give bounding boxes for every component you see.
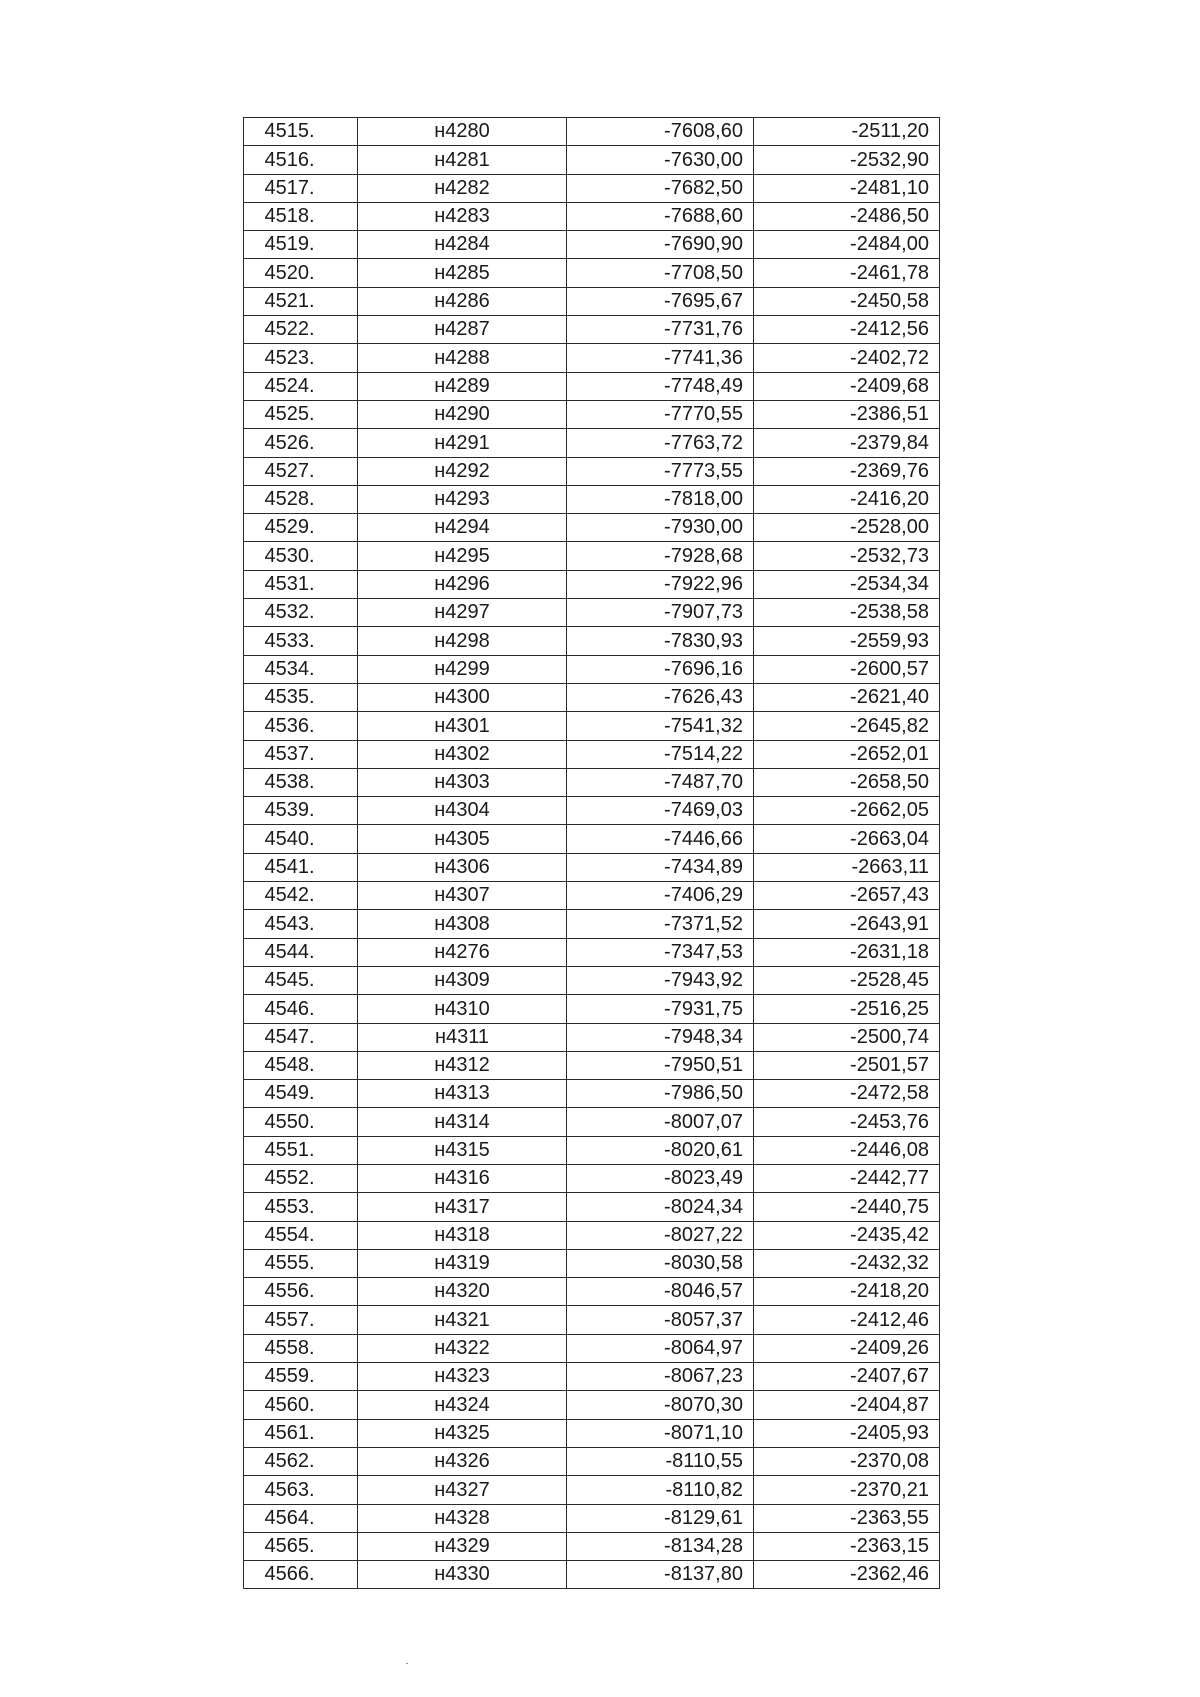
point-code-cell: н4303 — [358, 768, 567, 796]
point-code-cell: н4281 — [358, 146, 567, 174]
y-coordinate-cell: -2435,42 — [754, 1221, 940, 1249]
row-number-cell: 4552. — [244, 1164, 358, 1192]
table-row — [244, 146, 940, 174]
row-number-cell: 4560. — [244, 1391, 358, 1419]
x-coordinate-cell: -8064,97 — [567, 1334, 754, 1362]
row-number-cell: 4519. — [244, 231, 358, 259]
row-number-cell: 4518. — [244, 202, 358, 230]
table-row — [244, 118, 940, 146]
y-coordinate-cell: -2559,93 — [754, 627, 940, 655]
y-coordinate-cell: -2369,76 — [754, 457, 940, 485]
point-code-cell: н4295 — [358, 542, 567, 570]
point-code-cell: н4314 — [358, 1108, 567, 1136]
y-coordinate-cell: -2446,08 — [754, 1136, 940, 1164]
table-row — [244, 825, 940, 853]
table-row — [244, 429, 940, 457]
y-coordinate-cell: -2528,45 — [754, 966, 940, 994]
x-coordinate-cell: -8007,07 — [567, 1108, 754, 1136]
table-row — [244, 514, 940, 542]
point-code-cell: н4292 — [358, 457, 567, 485]
x-coordinate-cell: -7514,22 — [567, 740, 754, 768]
y-coordinate-cell: -2370,21 — [754, 1476, 940, 1504]
row-number-cell: 4535. — [244, 683, 358, 711]
point-code-cell: н4321 — [358, 1306, 567, 1334]
y-coordinate-cell: -2442,77 — [754, 1164, 940, 1192]
table-row — [244, 1391, 940, 1419]
x-coordinate-cell: -8129,61 — [567, 1504, 754, 1532]
row-number-cell: 4561. — [244, 1419, 358, 1447]
row-number-cell: 4558. — [244, 1334, 358, 1362]
y-coordinate-cell: -2453,76 — [754, 1108, 940, 1136]
y-coordinate-cell: -2528,00 — [754, 514, 940, 542]
x-coordinate-cell: -7948,34 — [567, 1023, 754, 1051]
point-code-cell: н4302 — [358, 740, 567, 768]
row-number-cell: 4531. — [244, 570, 358, 598]
y-coordinate-cell: -2440,75 — [754, 1193, 940, 1221]
row-number-cell: 4548. — [244, 1051, 358, 1079]
x-coordinate-cell: -7406,29 — [567, 882, 754, 910]
row-number-cell: 4559. — [244, 1363, 358, 1391]
y-coordinate-cell: -2363,15 — [754, 1532, 940, 1560]
point-code-cell: н4317 — [358, 1193, 567, 1221]
point-code-cell: н4320 — [358, 1278, 567, 1306]
table-row — [244, 995, 940, 1023]
point-code-cell: н4287 — [358, 316, 567, 344]
point-code-cell: н4315 — [358, 1136, 567, 1164]
x-coordinate-cell: -8020,61 — [567, 1136, 754, 1164]
row-number-cell: 4516. — [244, 146, 358, 174]
row-number-cell: 4515. — [244, 118, 358, 146]
x-coordinate-cell: -7708,50 — [567, 259, 754, 287]
row-number-cell: 4550. — [244, 1108, 358, 1136]
y-coordinate-cell: -2412,56 — [754, 316, 940, 344]
point-code-cell: н4308 — [358, 910, 567, 938]
point-code-cell: н4326 — [358, 1447, 567, 1475]
table-row — [244, 287, 940, 315]
x-coordinate-cell: -7731,76 — [567, 316, 754, 344]
x-coordinate-cell: -7608,60 — [567, 118, 754, 146]
y-coordinate-cell: -2663,11 — [754, 853, 940, 881]
x-coordinate-cell: -7696,16 — [567, 655, 754, 683]
point-code-cell: н4285 — [358, 259, 567, 287]
point-code-cell: н4276 — [358, 938, 567, 966]
x-coordinate-cell: -7763,72 — [567, 429, 754, 457]
y-coordinate-cell: -2362,46 — [754, 1561, 940, 1589]
y-coordinate-cell: -2532,90 — [754, 146, 940, 174]
point-code-cell: н4298 — [358, 627, 567, 655]
x-coordinate-cell: -7748,49 — [567, 372, 754, 400]
row-number-cell: 4517. — [244, 174, 358, 202]
table-row — [244, 1363, 940, 1391]
x-coordinate-cell: -8137,80 — [567, 1561, 754, 1589]
table-row — [244, 1278, 940, 1306]
table-row — [244, 712, 940, 740]
y-coordinate-cell: -2484,00 — [754, 231, 940, 259]
x-coordinate-cell: -7830,93 — [567, 627, 754, 655]
table-row — [244, 1193, 940, 1221]
row-number-cell: 4562. — [244, 1447, 358, 1475]
row-number-cell: 4530. — [244, 542, 358, 570]
y-coordinate-cell: -2658,50 — [754, 768, 940, 796]
x-coordinate-cell: -7741,36 — [567, 344, 754, 372]
table-row — [244, 457, 940, 485]
point-code-cell: н4288 — [358, 344, 567, 372]
x-coordinate-cell: -8046,57 — [567, 1278, 754, 1306]
table-row — [244, 174, 940, 202]
point-code-cell: н4296 — [358, 570, 567, 598]
row-number-cell: 4542. — [244, 882, 358, 910]
row-number-cell: 4536. — [244, 712, 358, 740]
point-code-cell: н4306 — [358, 853, 567, 881]
point-code-cell: н4301 — [358, 712, 567, 740]
table-row — [244, 316, 940, 344]
table-row — [244, 1476, 940, 1504]
point-code-cell: н4305 — [358, 825, 567, 853]
y-coordinate-cell: -2501,57 — [754, 1051, 940, 1079]
y-coordinate-cell: -2407,67 — [754, 1363, 940, 1391]
row-number-cell: 4551. — [244, 1136, 358, 1164]
y-coordinate-cell: -2405,93 — [754, 1419, 940, 1447]
row-number-cell: 4549. — [244, 1080, 358, 1108]
row-number-cell: 4541. — [244, 853, 358, 881]
table-row — [244, 882, 940, 910]
coordinates-table-body — [244, 118, 940, 1589]
y-coordinate-cell: -2386,51 — [754, 400, 940, 428]
point-code-cell: н4330 — [358, 1561, 567, 1589]
x-coordinate-cell: -7770,55 — [567, 400, 754, 428]
point-code-cell: н4304 — [358, 797, 567, 825]
x-coordinate-cell: -7773,55 — [567, 457, 754, 485]
row-number-cell: 4543. — [244, 910, 358, 938]
table-row — [244, 1051, 940, 1079]
point-code-cell: н4289 — [358, 372, 567, 400]
table-row — [244, 599, 940, 627]
row-number-cell: 4553. — [244, 1193, 358, 1221]
point-code-cell: н4291 — [358, 429, 567, 457]
x-coordinate-cell: -8027,22 — [567, 1221, 754, 1249]
row-number-cell: 4565. — [244, 1532, 358, 1560]
point-code-cell: н4327 — [358, 1476, 567, 1504]
y-coordinate-cell: -2516,25 — [754, 995, 940, 1023]
point-code-cell: н4310 — [358, 995, 567, 1023]
y-coordinate-cell: -2511,20 — [754, 118, 940, 146]
point-code-cell: н4293 — [358, 485, 567, 513]
row-number-cell: 4528. — [244, 485, 358, 513]
x-coordinate-cell: -8110,55 — [567, 1447, 754, 1475]
x-coordinate-cell: -8023,49 — [567, 1164, 754, 1192]
table-row — [244, 966, 940, 994]
y-coordinate-cell: -2662,05 — [754, 797, 940, 825]
y-coordinate-cell: -2416,20 — [754, 485, 940, 513]
x-coordinate-cell: -8070,30 — [567, 1391, 754, 1419]
table-row — [244, 683, 940, 711]
row-number-cell: 4539. — [244, 797, 358, 825]
row-number-cell: 4526. — [244, 429, 358, 457]
table-row — [244, 1221, 940, 1249]
row-number-cell: 4532. — [244, 599, 358, 627]
y-coordinate-cell: -2663,04 — [754, 825, 940, 853]
row-number-cell: 4555. — [244, 1249, 358, 1277]
y-coordinate-cell: -2600,57 — [754, 655, 940, 683]
table-row — [244, 853, 940, 881]
table-row — [244, 1561, 940, 1589]
table-row — [244, 655, 940, 683]
x-coordinate-cell: -8067,23 — [567, 1363, 754, 1391]
point-code-cell: н4307 — [358, 882, 567, 910]
point-code-cell: н4311 — [358, 1023, 567, 1051]
row-number-cell: 4538. — [244, 768, 358, 796]
table-row — [244, 938, 940, 966]
y-coordinate-cell: -2481,10 — [754, 174, 940, 202]
x-coordinate-cell: -8134,28 — [567, 1532, 754, 1560]
x-coordinate-cell: -7930,00 — [567, 514, 754, 542]
scan-speck — [406, 1663, 408, 1664]
point-code-cell: н4290 — [358, 400, 567, 428]
row-number-cell: 4524. — [244, 372, 358, 400]
row-number-cell: 4521. — [244, 287, 358, 315]
x-coordinate-cell: -7907,73 — [567, 599, 754, 627]
table-row — [244, 400, 940, 428]
row-number-cell: 4537. — [244, 740, 358, 768]
x-coordinate-cell: -7690,90 — [567, 231, 754, 259]
row-number-cell: 4563. — [244, 1476, 358, 1504]
coordinates-table — [243, 117, 940, 1589]
x-coordinate-cell: -8024,34 — [567, 1193, 754, 1221]
y-coordinate-cell: -2461,78 — [754, 259, 940, 287]
y-coordinate-cell: -2631,18 — [754, 938, 940, 966]
x-coordinate-cell: -7931,75 — [567, 995, 754, 1023]
y-coordinate-cell: -2652,01 — [754, 740, 940, 768]
table-row — [244, 768, 940, 796]
table-row — [244, 797, 940, 825]
x-coordinate-cell: -7928,68 — [567, 542, 754, 570]
table-row — [244, 259, 940, 287]
y-coordinate-cell: -2418,20 — [754, 1278, 940, 1306]
x-coordinate-cell: -7446,66 — [567, 825, 754, 853]
point-code-cell: н4294 — [358, 514, 567, 542]
y-coordinate-cell: -2370,08 — [754, 1447, 940, 1475]
x-coordinate-cell: -8110,82 — [567, 1476, 754, 1504]
point-code-cell: н4300 — [358, 683, 567, 711]
table-row — [244, 1023, 940, 1051]
point-code-cell: н4282 — [358, 174, 567, 202]
point-code-cell: н4324 — [358, 1391, 567, 1419]
point-code-cell: н4313 — [358, 1080, 567, 1108]
point-code-cell: н4323 — [358, 1363, 567, 1391]
row-number-cell: 4525. — [244, 400, 358, 428]
y-coordinate-cell: -2409,26 — [754, 1334, 940, 1362]
x-coordinate-cell: -7434,89 — [567, 853, 754, 881]
y-coordinate-cell: -2402,72 — [754, 344, 940, 372]
table-row — [244, 1306, 940, 1334]
point-code-cell: н4284 — [358, 231, 567, 259]
row-number-cell: 4523. — [244, 344, 358, 372]
x-coordinate-cell: -7469,03 — [567, 797, 754, 825]
y-coordinate-cell: -2450,58 — [754, 287, 940, 315]
x-coordinate-cell: -7630,00 — [567, 146, 754, 174]
y-coordinate-cell: -2404,87 — [754, 1391, 940, 1419]
point-code-cell: н4280 — [358, 118, 567, 146]
y-coordinate-cell: -2643,91 — [754, 910, 940, 938]
y-coordinate-cell: -2645,82 — [754, 712, 940, 740]
row-number-cell: 4546. — [244, 995, 358, 1023]
x-coordinate-cell: -7688,60 — [567, 202, 754, 230]
row-number-cell: 4544. — [244, 938, 358, 966]
row-number-cell: 4547. — [244, 1023, 358, 1051]
row-number-cell: 4529. — [244, 514, 358, 542]
row-number-cell: 4520. — [244, 259, 358, 287]
x-coordinate-cell: -7986,50 — [567, 1080, 754, 1108]
x-coordinate-cell: -8057,37 — [567, 1306, 754, 1334]
x-coordinate-cell: -7943,92 — [567, 966, 754, 994]
y-coordinate-cell: -2657,43 — [754, 882, 940, 910]
x-coordinate-cell: -8071,10 — [567, 1419, 754, 1447]
table-row — [244, 740, 940, 768]
table-row — [244, 1136, 940, 1164]
table-row — [244, 1164, 940, 1192]
y-coordinate-cell: -2538,58 — [754, 599, 940, 627]
x-coordinate-cell: -7818,00 — [567, 485, 754, 513]
y-coordinate-cell: -2472,58 — [754, 1080, 940, 1108]
table-row — [244, 1419, 940, 1447]
point-code-cell: н4286 — [358, 287, 567, 315]
table-row — [244, 202, 940, 230]
table-row — [244, 1334, 940, 1362]
y-coordinate-cell: -2412,46 — [754, 1306, 940, 1334]
table-row — [244, 231, 940, 259]
point-code-cell: н4328 — [358, 1504, 567, 1532]
point-code-cell: н4297 — [358, 599, 567, 627]
row-number-cell: 4554. — [244, 1221, 358, 1249]
row-number-cell: 4557. — [244, 1306, 358, 1334]
table-row — [244, 627, 940, 655]
y-coordinate-cell: -2379,84 — [754, 429, 940, 457]
point-code-cell: н4319 — [358, 1249, 567, 1277]
table-row — [244, 1108, 940, 1136]
row-number-cell: 4527. — [244, 457, 358, 485]
point-code-cell: н4318 — [358, 1221, 567, 1249]
table-row — [244, 1504, 940, 1532]
row-number-cell: 4566. — [244, 1561, 358, 1589]
x-coordinate-cell: -7541,32 — [567, 712, 754, 740]
table-row — [244, 910, 940, 938]
point-code-cell: н4325 — [358, 1419, 567, 1447]
y-coordinate-cell: -2409,68 — [754, 372, 940, 400]
x-coordinate-cell: -7626,43 — [567, 683, 754, 711]
point-code-cell: н4316 — [358, 1164, 567, 1192]
y-coordinate-cell: -2534,34 — [754, 570, 940, 598]
x-coordinate-cell: -8030,58 — [567, 1249, 754, 1277]
y-coordinate-cell: -2500,74 — [754, 1023, 940, 1051]
y-coordinate-cell: -2532,73 — [754, 542, 940, 570]
x-coordinate-cell: -7695,67 — [567, 287, 754, 315]
x-coordinate-cell: -7347,53 — [567, 938, 754, 966]
table-row — [244, 344, 940, 372]
table-row — [244, 1080, 940, 1108]
table-row — [244, 542, 940, 570]
table-row — [244, 1532, 940, 1560]
table-row — [244, 485, 940, 513]
x-coordinate-cell: -7682,50 — [567, 174, 754, 202]
row-number-cell: 4522. — [244, 316, 358, 344]
x-coordinate-cell: -7371,52 — [567, 910, 754, 938]
x-coordinate-cell: -7950,51 — [567, 1051, 754, 1079]
point-code-cell: н4312 — [358, 1051, 567, 1079]
y-coordinate-cell: -2621,40 — [754, 683, 940, 711]
row-number-cell: 4534. — [244, 655, 358, 683]
table-row — [244, 1447, 940, 1475]
table-row — [244, 1249, 940, 1277]
point-code-cell: н4299 — [358, 655, 567, 683]
y-coordinate-cell: -2486,50 — [754, 202, 940, 230]
row-number-cell: 4533. — [244, 627, 358, 655]
point-code-cell: н4329 — [358, 1532, 567, 1560]
y-coordinate-cell: -2432,32 — [754, 1249, 940, 1277]
point-code-cell: н4322 — [358, 1334, 567, 1362]
point-code-cell: н4283 — [358, 202, 567, 230]
x-coordinate-cell: -7487,70 — [567, 768, 754, 796]
row-number-cell: 4556. — [244, 1278, 358, 1306]
row-number-cell: 4545. — [244, 966, 358, 994]
table-row — [244, 372, 940, 400]
row-number-cell: 4564. — [244, 1504, 358, 1532]
row-number-cell: 4540. — [244, 825, 358, 853]
y-coordinate-cell: -2363,55 — [754, 1504, 940, 1532]
x-coordinate-cell: -7922,96 — [567, 570, 754, 598]
table-row — [244, 570, 940, 598]
point-code-cell: н4309 — [358, 966, 567, 994]
